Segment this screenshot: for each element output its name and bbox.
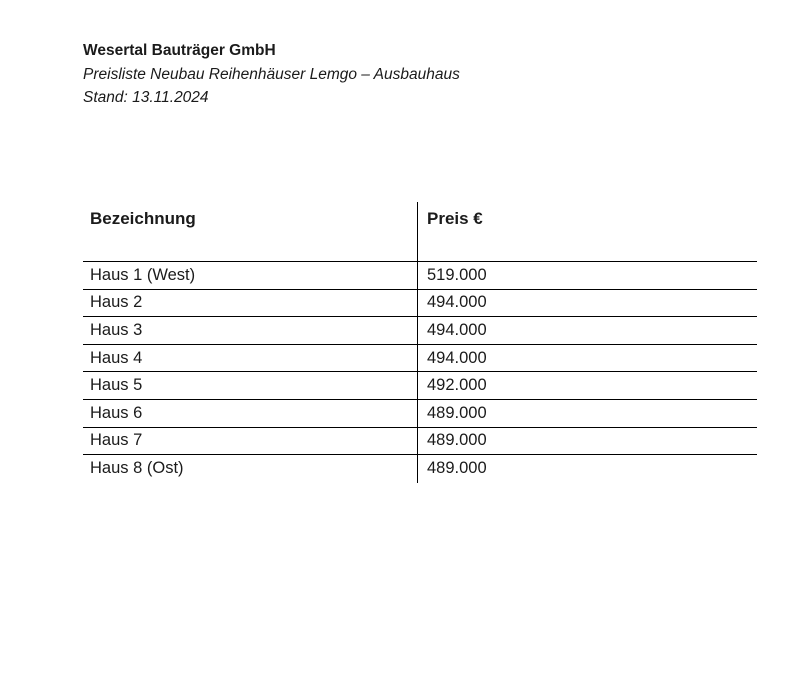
- table-row: [83, 345, 757, 373]
- price-cell: 489.000: [417, 428, 757, 455]
- house-name-cell: Haus 5: [90, 376, 143, 395]
- price-cell: 494.000: [417, 345, 757, 372]
- price-cell: 494.000: [417, 317, 757, 344]
- price-cell: 489.000: [417, 400, 757, 427]
- column-header-preis: Preis €: [417, 202, 757, 261]
- price-cell: 489.000: [417, 455, 757, 483]
- table-row: [83, 455, 757, 483]
- house-name-cell: Haus 8 (Ost): [90, 459, 184, 478]
- table-row: [83, 290, 757, 318]
- house-name-cell: Haus 7: [90, 431, 143, 450]
- table-row: [83, 317, 757, 345]
- price-cell: 492.000: [417, 372, 757, 399]
- house-name-cell: Haus 4: [90, 348, 143, 367]
- column-header-bezeichnung: Bezeichnung: [90, 209, 196, 228]
- price-cell: 494.000: [417, 290, 757, 317]
- document-header: [83, 39, 460, 110]
- house-name-cell: Haus 2: [90, 293, 143, 312]
- table-row: [83, 400, 757, 428]
- date-line: Stand: 13.11.2024: [83, 89, 209, 106]
- price-cell: 519.000: [417, 262, 757, 289]
- table-header-row: [83, 202, 757, 262]
- company-name: Wesertal Bauträger GmbH: [83, 42, 276, 59]
- table-row: [83, 428, 757, 456]
- house-name-cell: Haus 1 (West): [90, 265, 196, 284]
- house-name-cell: Haus 6: [90, 403, 143, 422]
- house-name-cell: Haus 3: [90, 320, 143, 339]
- table-row: [83, 262, 757, 290]
- table-row: [83, 372, 757, 400]
- price-table: [83, 202, 757, 483]
- document-title: Preisliste Neubau Reihenhäuser Lemgo – Ausbauhaus: [83, 65, 460, 83]
